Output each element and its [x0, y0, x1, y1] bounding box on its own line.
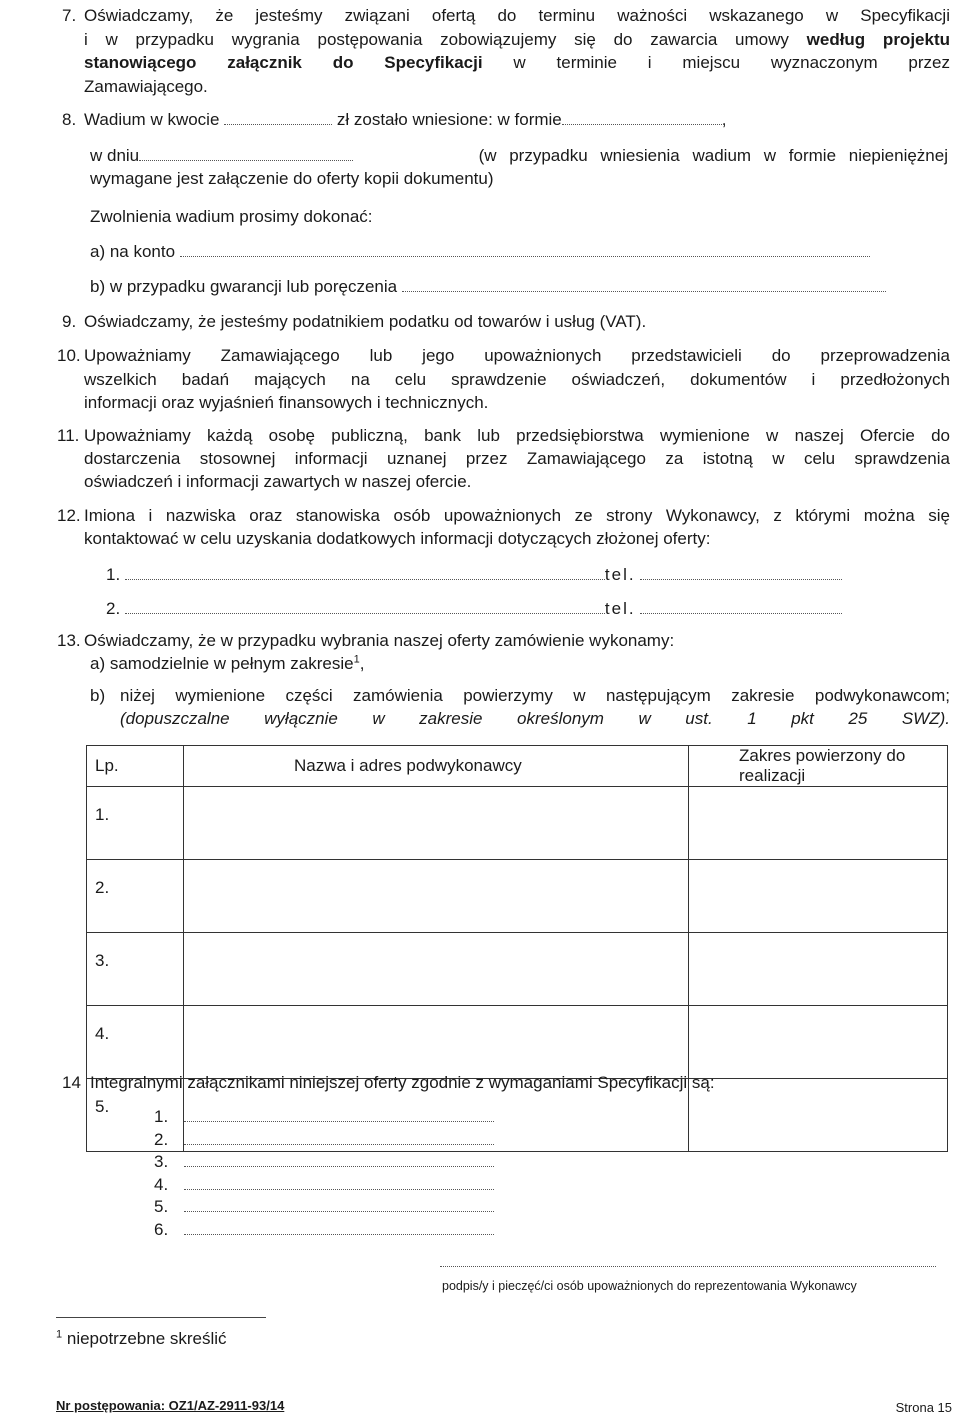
point-10-line-2: wszelkich badań mających na celu sprawdzenie oświadczeń, dokumentów i przedłożonych — [84, 370, 950, 389]
header-zakres: Zakres powierzony do realizacji — [689, 746, 948, 787]
wadium-comma: , — [721, 110, 727, 129]
table-header-row — [87, 746, 948, 787]
attachment-field[interactable] — [184, 1130, 494, 1145]
attachment-number: 5. — [154, 1197, 169, 1216]
point-12-number: 12. — [57, 506, 81, 525]
row-number: 3. — [87, 933, 184, 1006]
attachment-number: 6. — [154, 1220, 169, 1239]
contact-row-1-tel-label: tel. — [604, 565, 636, 584]
point-7-line-2-bold: według projektu — [806, 30, 950, 49]
point-13-line-1: Oświadczamy, że w przypadku wybrania naszej oferty zamówienie wykonamy: — [84, 631, 675, 650]
point-10-number: 10. — [57, 346, 81, 365]
row-scope-cell[interactable] — [689, 860, 948, 933]
point-11-number: 11. — [57, 426, 80, 445]
attachment-row — [154, 1174, 494, 1196]
contact-row-1 — [106, 564, 842, 586]
contact-row-1-tel-field[interactable] — [640, 565, 842, 580]
point-13-option-b-label: b) — [90, 686, 106, 705]
wadium-label: Wadium w kwocie — [84, 110, 220, 129]
attachment-field[interactable] — [184, 1107, 494, 1122]
row-name-cell[interactable] — [184, 1006, 689, 1079]
point-7-line-3-bold: stanowiącego załącznik do Specyfikacji — [84, 53, 483, 72]
footnote-separator — [56, 1317, 266, 1318]
option-a-end: , — [359, 654, 365, 673]
header-lp: Lp. — [87, 746, 184, 787]
point-7-line-2 — [84, 29, 950, 51]
contact-row-1-number: 1. — [106, 565, 121, 584]
footnote-text: niepotrzebne skreślić — [66, 1329, 227, 1348]
row-name-cell[interactable] — [184, 787, 689, 860]
point-13-option-a — [90, 653, 364, 675]
attachment-row — [154, 1196, 494, 1218]
footnote-mark: 1 — [56, 1328, 63, 1341]
wadium-date-note: (w przypadku wniesienia wadium w formie niepieniężnej — [478, 146, 948, 165]
procedure-number: Nr postępowania: OZ1/AZ-2911-93/14 — [56, 1398, 285, 1413]
point-7-number: 7. — [62, 6, 77, 25]
row-scope-cell[interactable] — [689, 1006, 948, 1079]
point-8-number: 8. — [62, 110, 77, 129]
page-number: Strona 15 — [895, 1400, 952, 1415]
signature-caption: podpis/y i pieczęć/ci osób upoważnionych do reprezentowania Wykonawcy — [442, 1279, 857, 1293]
point-11-line-1: Upoważniamy każdą osobę publiczną, bank lub przedsiębiorstwa wymienione w naszej Ofercie do — [84, 426, 950, 445]
contact-row-2-tel-field[interactable] — [640, 599, 842, 614]
konto-field[interactable] — [180, 242, 870, 257]
point-14-number: 14 — [62, 1073, 81, 1092]
row-scope-cell[interactable] — [689, 933, 948, 1006]
point-14-text: Integralnymi załącznikami niniejszej oferty zgodnie z wymaganiami Specyfikacji są: — [90, 1073, 715, 1092]
point-9-text: Oświadczamy, że jesteśmy podatnikiem podatku od towarów i usług (VAT). — [84, 312, 647, 331]
row-number: 5. — [87, 1079, 184, 1152]
point-13-number: 13. — [57, 631, 81, 650]
wadium-date-group — [90, 145, 353, 167]
attachment-field[interactable] — [184, 1152, 494, 1167]
point-12-line-1: Imiona i nazwiska oraz stanowiska osób upoważnionych ze strony Wykonawcy, z którymi można się — [84, 506, 950, 525]
point-12-line-2: kontaktować w celu uzyskania dodatkowych informacji dotyczących złożonej oferty: — [84, 529, 711, 548]
gwarancja-line — [90, 276, 886, 298]
point-9-number: 9. — [62, 312, 77, 331]
attachment-row — [154, 1129, 494, 1151]
attachment-field[interactable] — [184, 1220, 494, 1235]
point-11-line-3: oświadczeń i informacji zawartych w naszej ofercie. — [84, 472, 472, 491]
row-scope-cell[interactable] — [689, 1079, 948, 1152]
wadium-note-line: wymagane jest załączenie do oferty kopii dokumentu) — [90, 169, 494, 188]
attachment-number: 3. — [154, 1152, 169, 1171]
contact-row-1-name-field[interactable] — [125, 565, 605, 580]
point-13-option-b-line-2: (dopuszczalne wyłącznie w zakresie określonym w ust. 1 pkt 25 SWZ). — [120, 709, 950, 728]
point-7-line-1: Oświadczamy, że jesteśmy związani ofertą do terminu ważności wskazanego w Specyfikacji — [84, 6, 950, 25]
wadium-date-line — [90, 145, 948, 167]
wadium-date-label: w dniu — [90, 146, 140, 165]
zwolnienia-label: Zwolnienia wadium prosimy dokonać: — [90, 207, 373, 226]
wadium-line — [84, 109, 726, 131]
point-13-option-b-line-1: niżej wymienione części zamówienia powierzymy w następującym zakresie podwykonawcom; — [120, 686, 950, 705]
attachment-row — [154, 1106, 494, 1128]
attachment-number: 4. — [154, 1175, 169, 1194]
contact-row-2-tel-label: tel. — [604, 599, 636, 618]
row-number: 2. — [87, 860, 184, 933]
table-row — [87, 787, 948, 860]
contact-row-2-number: 2. — [106, 599, 121, 618]
footnote-ref: 1 — [353, 653, 360, 666]
wadium-form-field[interactable] — [562, 110, 722, 125]
wadium-form-label: zł zostało wniesione: w formie — [336, 110, 562, 129]
signature-field[interactable] — [440, 1256, 936, 1267]
table-row — [87, 933, 948, 1006]
konto-label: a) na konto — [90, 242, 176, 261]
gwarancja-field[interactable] — [402, 277, 886, 292]
point-10-line-1: Upoważniamy Zamawiającego lub jego upoważnionych przedstawicieli do przeprowadzenia — [84, 346, 950, 365]
row-name-cell[interactable] — [184, 860, 689, 933]
point-7-line-3-text: w terminie i miejscu wyznaczonym przez — [482, 53, 950, 72]
attachment-row — [154, 1151, 494, 1173]
attachment-field[interactable] — [184, 1197, 494, 1212]
table-row — [87, 1006, 948, 1079]
row-number: 1. — [87, 787, 184, 860]
point-7-line-2-text: i w przypadku wygrania postępowania zobowiązujemy się do zawarcia umowy — [84, 30, 807, 49]
table-row — [87, 860, 948, 933]
contact-row-2-name-field[interactable] — [125, 599, 605, 614]
row-number: 4. — [87, 1006, 184, 1079]
gwarancja-label: b) w przypadku gwarancji lub poręczenia — [90, 277, 398, 296]
row-scope-cell[interactable] — [689, 787, 948, 860]
wadium-amount-field[interactable] — [224, 110, 332, 125]
row-name-cell[interactable] — [184, 933, 689, 1006]
wadium-date-field[interactable] — [139, 146, 353, 161]
point-7-line-3 — [84, 52, 950, 74]
point-7-line-4: Zamawiającego. — [84, 77, 208, 96]
attachment-row — [154, 1219, 494, 1241]
attachment-number: 2. — [154, 1130, 169, 1149]
point-11-line-2: dostarczenia stosownej informacji uznanej przez Zamawiającego za istotną w celu sprawdzenia — [84, 449, 950, 468]
point-10-line-3: informacji oraz wyjaśnień finansowych i technicznych. — [84, 393, 489, 412]
footnote — [56, 1328, 227, 1350]
konto-line — [90, 241, 870, 263]
header-nazwa: Nazwa i adres podwykonawcy — [184, 746, 689, 787]
attachment-field[interactable] — [184, 1175, 494, 1190]
attachment-number: 1. — [154, 1107, 169, 1126]
option-a-text: a) samodzielnie w pełnym zakresie — [90, 654, 354, 673]
contact-row-2 — [106, 598, 842, 620]
